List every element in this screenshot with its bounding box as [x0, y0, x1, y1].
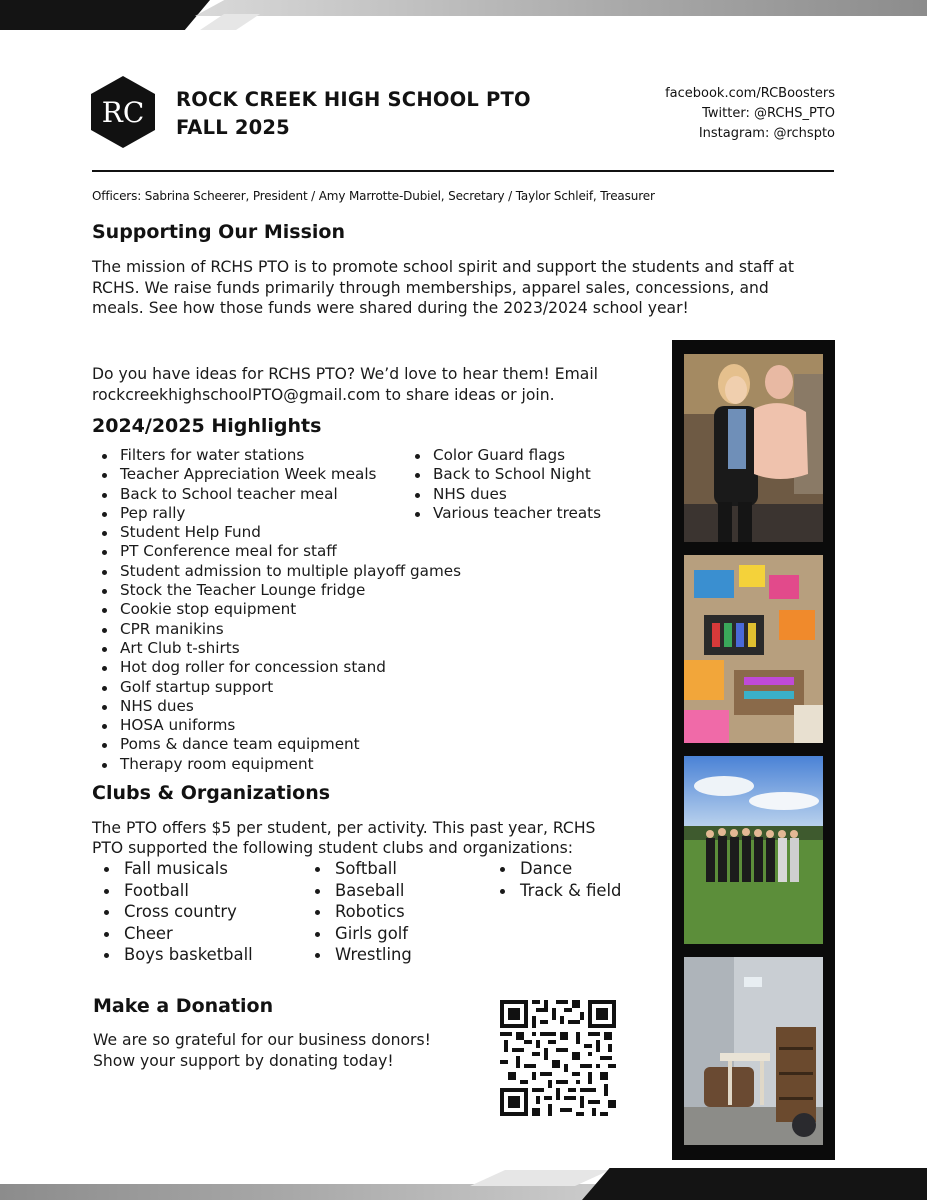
- list-item: Football: [92, 880, 253, 902]
- list-item: Back to School teacher meal: [92, 485, 461, 504]
- donation-line-1: We are so grateful for our business donors!: [93, 1031, 431, 1049]
- list-item: Track & field: [488, 880, 621, 902]
- clubs-paragraph: [92, 818, 672, 858]
- list-item: Boys basketball: [92, 944, 253, 966]
- list-item: HOSA uniforms: [92, 716, 461, 735]
- list-item: Pep rally: [92, 504, 461, 523]
- facebook-link: facebook.com/RCBoosters: [665, 86, 835, 101]
- list-item: Softball: [303, 858, 412, 880]
- list-item: Back to School Night: [405, 465, 601, 484]
- clubs-line-2: PTO supported the following student clubs and organizations:: [92, 839, 574, 857]
- list-item: Hot dog roller for concession stand: [92, 658, 461, 677]
- photo-cpr-manikin: [684, 354, 823, 542]
- officers-line: Officers: Sabrina Scheerer, President / Amy Marrotte-Dubiel, Secretary / Taylor Schleif, Treasurer: [92, 189, 655, 203]
- photo-golf-team: [684, 756, 823, 944]
- title-school: ROCK CREEK HIGH SCHOOL PTO: [176, 88, 531, 111]
- list-item: PT Conference meal for staff: [92, 542, 461, 561]
- top-dark-stripe: [0, 0, 210, 30]
- mission-heading: Supporting Our Mission: [92, 221, 345, 243]
- clubs-line-1: The PTO offers $5 per student, per activity. This past year, RCHS: [92, 819, 596, 837]
- list-item: Student Help Fund: [92, 523, 461, 542]
- list-item: Cheer: [92, 923, 253, 945]
- clubs-list-col-3: [488, 858, 621, 901]
- list-item: Filters for water stations: [92, 446, 461, 465]
- ideas-line-2: rockcreekhighschoolPTO@gmail.com to share ideas or join.: [92, 385, 555, 404]
- donation-line-2: Show your support by donating today!: [93, 1051, 394, 1070]
- clubs-list-col-1: [92, 858, 253, 966]
- photo-art-supplies: [684, 555, 823, 743]
- list-item: NHS dues: [405, 485, 601, 504]
- list-item: Robotics: [303, 901, 412, 923]
- top-grey-stripe: [195, 0, 927, 16]
- top-light-stripe: [200, 14, 260, 30]
- mission-paragraph: The mission of RCHS PTO is to promote school spirit and support the students and staff at RCHS. We raise funds primarily through memberships, apparel sales, concessions, and meals. See how those funds were shared during the 2023/2024 school year!: [92, 258, 794, 317]
- header-divider: [92, 170, 834, 172]
- instagram-handle: Instagram: @rchspto: [698, 126, 835, 141]
- title-season: FALL 2025: [176, 116, 290, 139]
- clubs-heading: Clubs & Organizations: [92, 782, 331, 804]
- bottom-light-stripe: [470, 1170, 610, 1186]
- photo-therapy-room: [684, 957, 823, 1145]
- donation-paragraph: [93, 1030, 493, 1071]
- list-item: Fall musicals: [92, 858, 253, 880]
- list-item: Dance: [488, 858, 621, 880]
- list-item: Cross country: [92, 901, 253, 923]
- highlights-heading: 2024/2025 Highlights: [92, 415, 322, 437]
- list-item: Girls golf: [303, 923, 412, 945]
- ideas-line-1: Do you have ideas for RCHS PTO? We’d love to hear them! Email: [92, 365, 598, 383]
- list-item: Teacher Appreciation Week meals: [92, 465, 461, 484]
- ideas-paragraph: [92, 364, 672, 405]
- list-item: Art Club t-shirts: [92, 639, 461, 658]
- highlights-list-right: [405, 446, 601, 523]
- bottom-dark-stripe: [582, 1168, 927, 1200]
- clubs-list-col-2: [303, 858, 412, 966]
- list-item: Stock the Teacher Lounge fridge: [92, 581, 461, 600]
- rc-logo: [91, 76, 155, 148]
- social-links: [665, 84, 835, 144]
- newsletter-title: [176, 86, 531, 142]
- twitter-handle: Twitter: @RCHS_PTO: [702, 106, 835, 121]
- list-item: Baseball: [303, 880, 412, 902]
- donation-qr-code[interactable]: [500, 1000, 616, 1116]
- list-item: Golf startup support: [92, 678, 461, 697]
- list-item: Student admission to multiple playoff games: [92, 562, 461, 581]
- list-item: Wrestling: [303, 944, 412, 966]
- logo-text: RC: [101, 96, 145, 129]
- list-item: NHS dues: [92, 697, 461, 716]
- list-item: Poms & dance team equipment: [92, 735, 461, 754]
- photo-strip: [672, 340, 835, 1160]
- donation-heading: Make a Donation: [93, 995, 274, 1017]
- list-item: Various teacher treats: [405, 504, 601, 523]
- list-item: Color Guard flags: [405, 446, 601, 465]
- list-item: CPR manikins: [92, 620, 461, 639]
- list-item: Therapy room equipment: [92, 755, 461, 774]
- list-item: Cookie stop equipment: [92, 600, 461, 619]
